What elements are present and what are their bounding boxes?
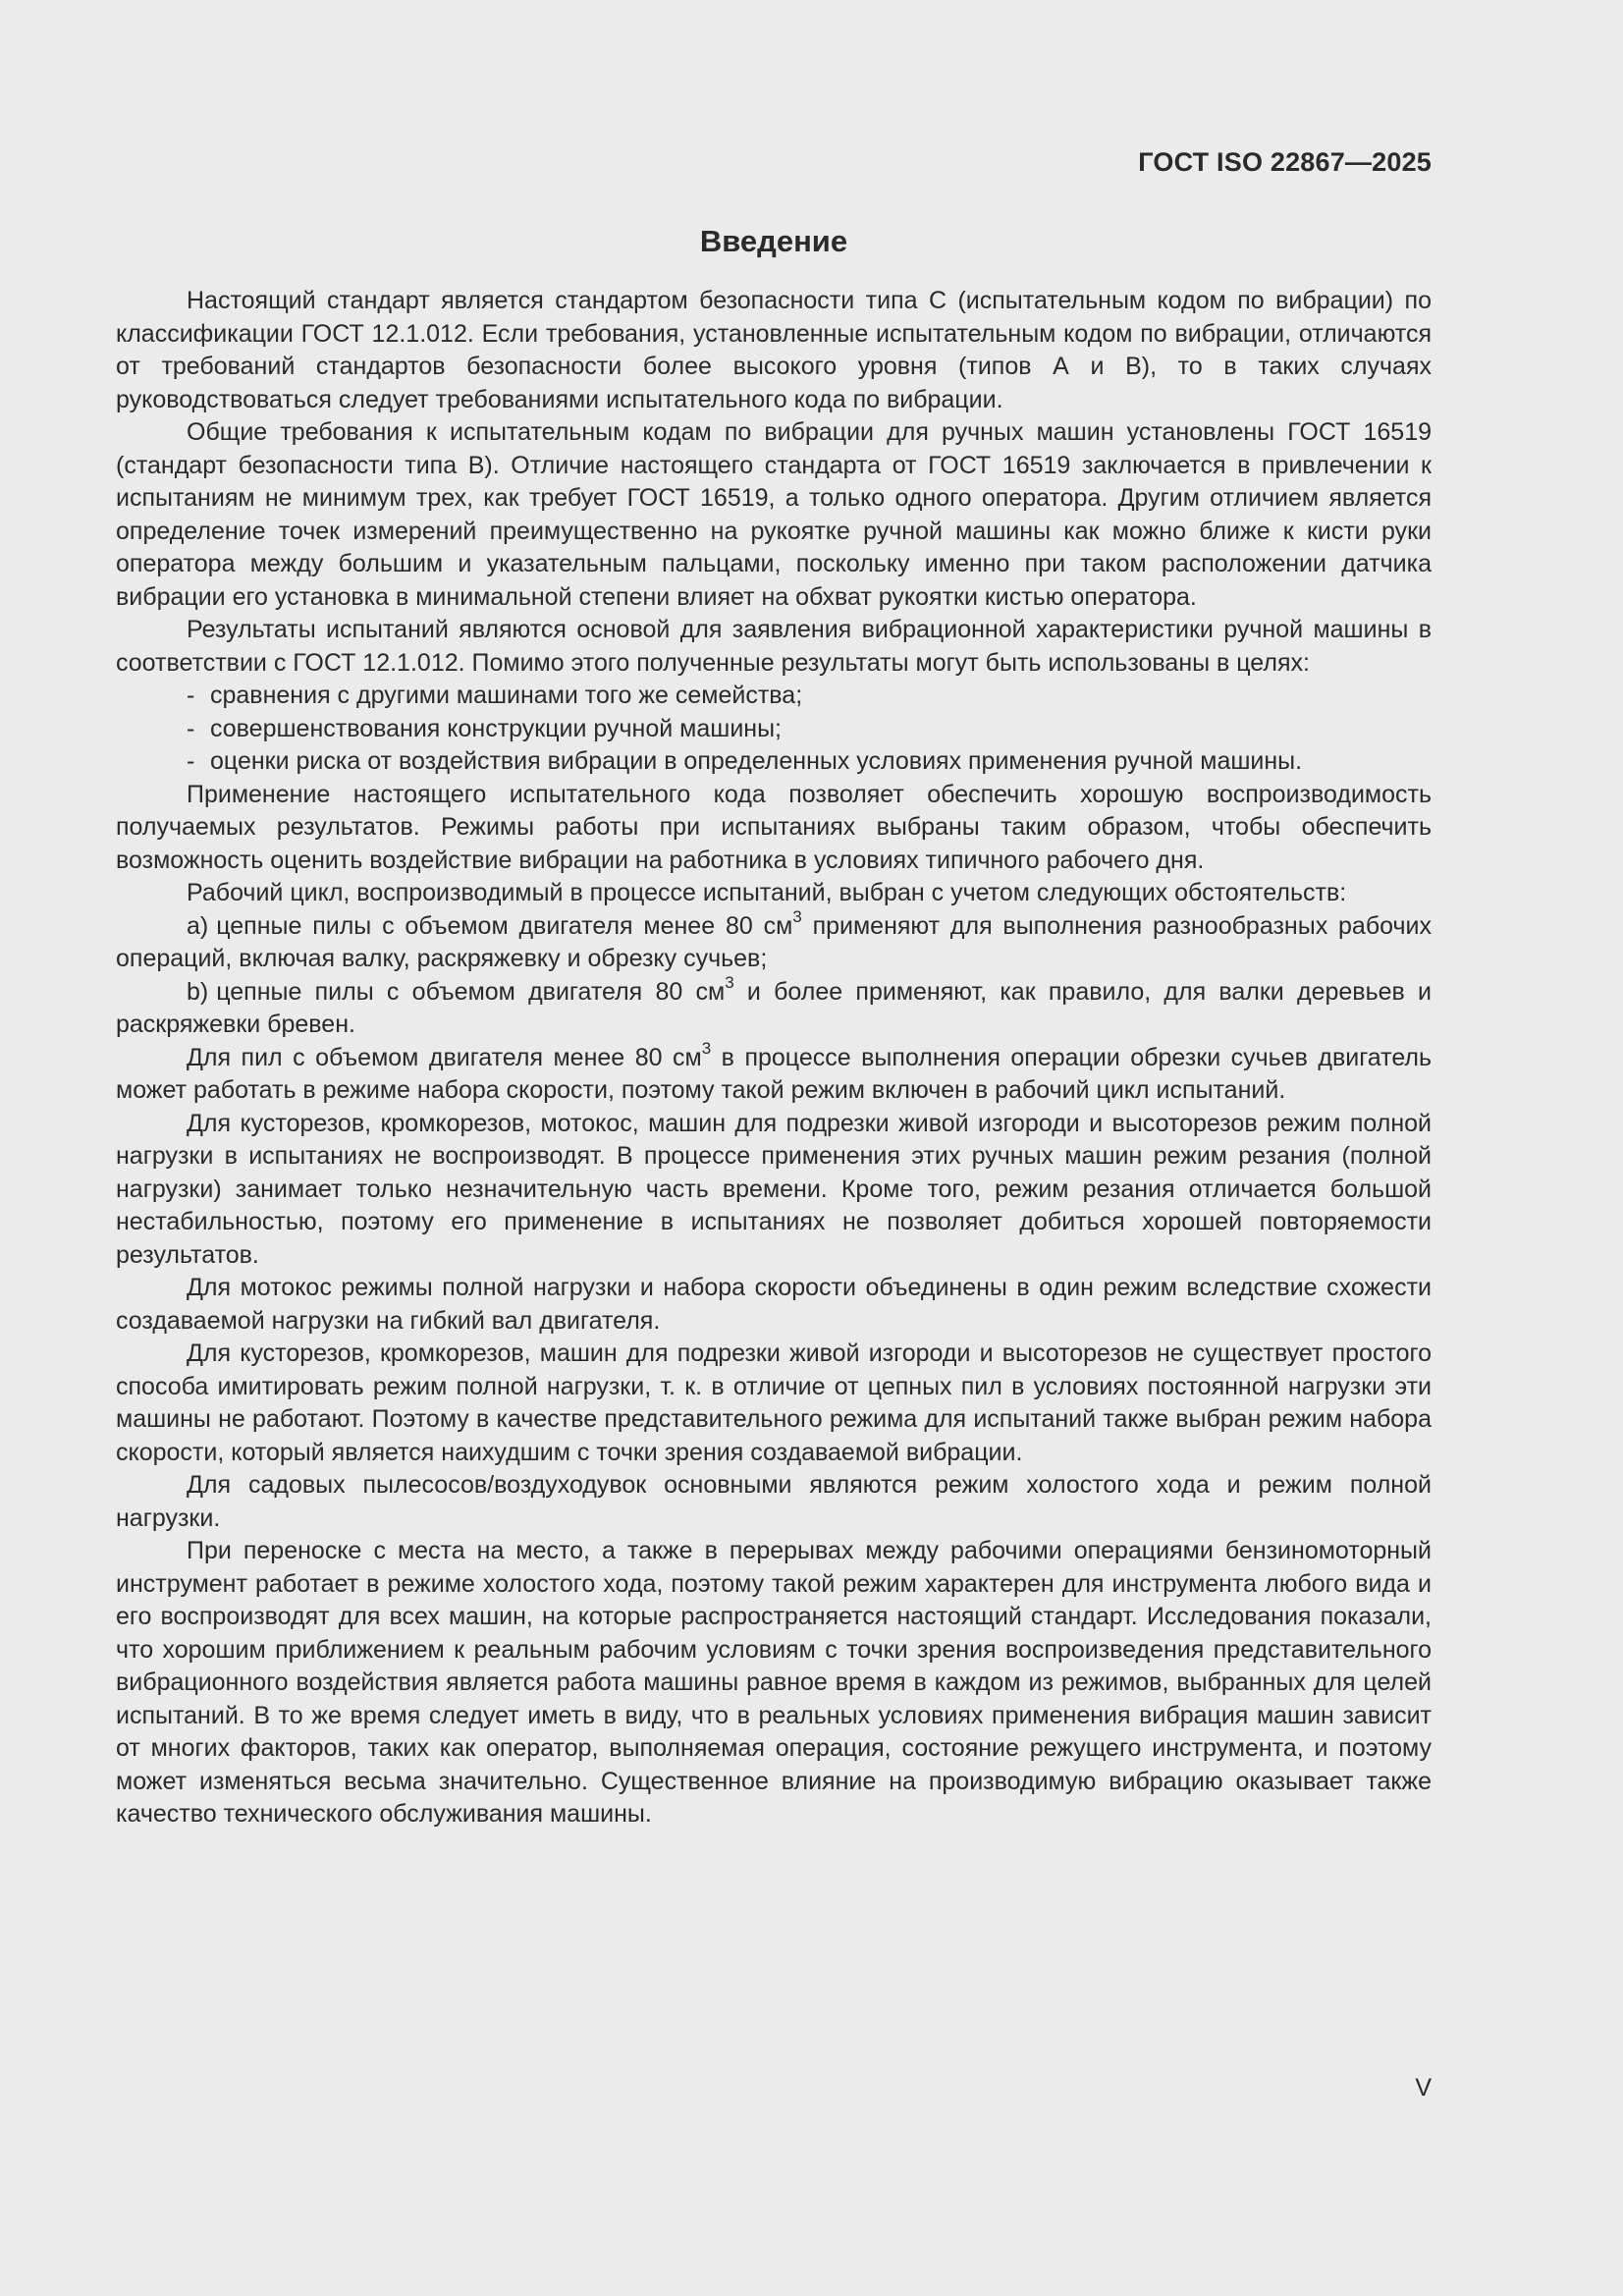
list-dash: - xyxy=(187,682,195,709)
paragraph-9: Для кусторезов, кромкорезов, машин для подрезки живой изгороди и высоторезов не существует простого способа имитировать режим полной нагрузки, т. к. в отличие от цепных пил в условиях постоянной нагрузки эти машины не работают. Поэтому в качестве представительного режима для испытаний также выбран режим набора скорости, который является наихудшим с точки зрения создаваемой вибрации. xyxy=(116,1339,1432,1466)
item-marker-a: a) xyxy=(187,911,209,940)
paragraph-11: При переноске с места на место, а также в перерывах между рабочими операциями бензиномоторный инструмент работает в режиме холостого хода, поэтому такой режим характерен для инструмента любого вида и его воспроизводят для всех машин, на которые распространяется настоящий стандарт. Исследования показали, что хорошим приближением к реальным рабочим условиям с точки зрения воспроизведения представительного вибрационного воздействия является работа машины равное время в каждом из режимов, выбранных для целей испытаний. В то же время следует иметь в виду, что в реальных условиях применения вибрация машин зависит от многих факторов, таких как оператор, выполняемая операция, состояние режущего инструмента, и поэтому может изменяться весьма значительно. Существенное влияние на производимую вибрацию оказывает также качество технического обслуживания машины. xyxy=(116,1537,1432,1828)
item-a-superscript: 3 xyxy=(792,907,802,927)
paragraph-7: Для кусторезов, кромкорезов, мотокос, машин для подрезки живой изгороди и высоторезов режим полной нагрузки в испытаниях не воспроизводят. В процессе применения этих ручных машин режим резания (полной нагрузки) занимает только незначительную часть времени. Кроме того, режим резания отличается большой нестабильностью, поэтому его применение в испытаниях не позволяет добиться хорошей повторяемости результатов. xyxy=(116,1109,1432,1269)
paragraph-6-text-before: Для пил с объемом двигателя менее 80 см xyxy=(187,1043,702,1071)
item-a-text-before: цепные пилы с объемом двигателя менее 80 см xyxy=(216,911,793,940)
list-item xyxy=(116,745,1432,779)
list-item xyxy=(116,680,1432,713)
enumerated-item-a xyxy=(116,907,1432,976)
purpose-list xyxy=(116,680,1432,779)
paragraph-6 xyxy=(116,1039,1433,1108)
paragraph-5: Рабочий цикл, воспроизводимый в процессе испытаний, выбран с учетом следующих обстоятельств: xyxy=(187,879,1347,906)
list-item-text: сравнения с другими машинами того же семейства; xyxy=(210,682,803,709)
paragraph-3: Результаты испытаний являются основой для заявления вибрационной характеристики ручной машины в соответствии с ГОСТ 12.1.012. Помимо этого полученные результаты могут быть использованы в целях: xyxy=(116,616,1432,677)
document-page xyxy=(116,0,1432,2296)
paragraph-4: Применение настоящего испытательного кода позволяет обеспечить хорошую воспроизводимость получаемых результатов. Режимы работы при испытаниях выбраны таким образом, чтобы обеспечить возможность оценить воздействие вибрации на работника в условиях типичного рабочего дня. xyxy=(116,780,1432,874)
paragraph-10: Для садовых пылесосов/воздуходувок основными являются режим холостого хода и режим полной нагрузки. xyxy=(116,1471,1432,1532)
paragraph-1: Настоящий стандарт является стандартом безопасности типа С (испытательным кодом по вибрации) по классификации ГОСТ 12.1.012. Если требования, установленные испытательным кодом по вибрации, отличаются от требований стандартов безопасности более высокого уровня (типов А и В), то в таких случаях руководствоваться следует требованиями испытательного кода по вибрации. xyxy=(116,287,1432,413)
body-text xyxy=(116,285,1432,1831)
list-dash: - xyxy=(187,714,195,742)
item-a-text-after: применяют для выполнения разнообразных рабочих операций, включая валку, раскряжевку и обрезку сучьев; xyxy=(116,911,1432,972)
list-item-text: оценки риска от воздействия вибрации в определенных условиях применения ручной машины. xyxy=(210,747,1303,775)
item-b-text-before: цепные пилы с объемом двигателя 80 см xyxy=(216,977,726,1006)
paragraph-6-superscript: 3 xyxy=(701,1039,712,1059)
section-title: Введение xyxy=(699,224,848,258)
item-b-text-after: и более применяют, как правило, для валки деревьев и раскряжевки бревен. xyxy=(116,977,1432,1038)
item-b-superscript: 3 xyxy=(725,973,734,993)
page-number: V xyxy=(1415,2074,1432,2102)
item-marker-b: b) xyxy=(187,977,209,1006)
list-item xyxy=(116,713,1432,746)
list-dash: - xyxy=(187,747,195,775)
paragraph-2: Общие требования к испытательным кодам по вибрации для ручных машин установлены ГОСТ 16519 (стандарт безопасности типа В). Отличие настоящего стандарта от ГОСТ 16519 заключается в привлечении к испытаниям не минимум трех, как требует ГОСТ 16519, а только одного оператора. Другим отличием является определение точек измерений преимущественно на рукоятке ручной машины как можно ближе к кисти руки оператора между большим и указательным пальцами, поскольку именно при таком расположении датчика вибрации его установка в минимальной степени влияет на обхват рукоятки кистью оператора. xyxy=(116,418,1432,611)
list-item-text: совершенствования конструкции ручной машины; xyxy=(210,714,783,742)
enumerated-item-b xyxy=(116,973,1432,1042)
document-id-header: ГОСТ ISO 22867—2025 xyxy=(1138,147,1432,177)
paragraph-8: Для мотокос режимы полной нагрузки и набора скорости объединены в один режим вследствие схожести создаваемой нагрузки на гибкий вал двигателя. xyxy=(116,1274,1432,1335)
paragraph-6-text-after: в процессе выполнения операции обрезки сучьев двигатель может работать в режиме набора скорости, поэтому такой режим включен в рабочий цикл испытаний. xyxy=(116,1043,1433,1104)
